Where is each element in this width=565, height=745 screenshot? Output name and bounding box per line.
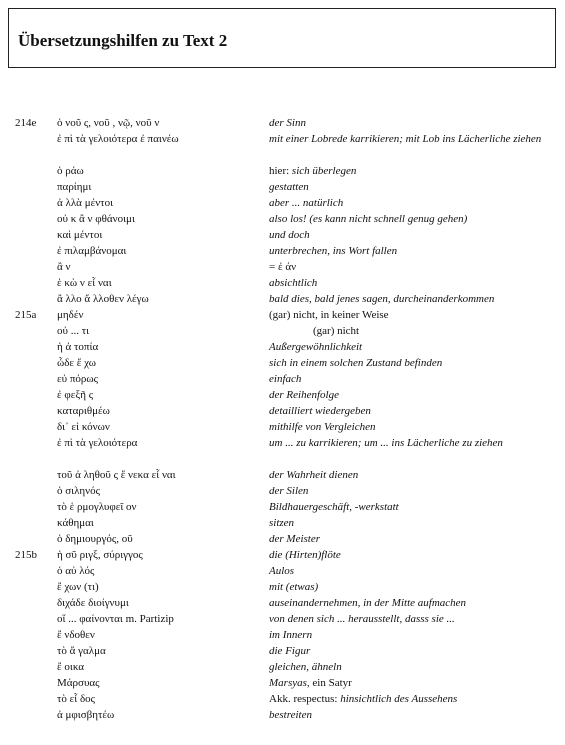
greek-term: ἂ ν (57, 261, 71, 273)
gloss-text: bald dies, bald jenes sagen, durcheinanderkommen (269, 293, 495, 305)
german-gloss (269, 707, 544, 723)
gloss-text: (gar) nicht (313, 325, 360, 337)
vocab-row (0, 403, 565, 419)
german-gloss (269, 307, 544, 323)
german-gloss (269, 627, 544, 643)
gloss-text: mit einer Lobrede karrikieren; mit Lob ins Lächerliche ziehen (269, 133, 542, 145)
german-gloss (269, 563, 544, 579)
gloss-text: der Sinn (269, 117, 306, 129)
vocab-row (0, 211, 565, 227)
vocab-row (0, 115, 565, 131)
german-gloss (269, 227, 544, 243)
section-reference: 214e (15, 117, 37, 129)
greek-term: Μάρσυας (57, 677, 100, 689)
vocab-row (0, 291, 565, 307)
vocab-row (0, 675, 565, 691)
german-gloss (269, 531, 544, 547)
vocab-row (0, 195, 565, 211)
german-gloss (269, 387, 544, 403)
gloss-text: absichtlich (269, 277, 318, 289)
german-gloss (269, 515, 544, 531)
german-gloss (269, 339, 544, 355)
greek-term: ἄ λλο ἄ λλοθεν λέγω (57, 293, 149, 305)
greek-term: εὐ πόρως (57, 373, 98, 385)
gloss-text: und doch (269, 229, 310, 241)
german-gloss (269, 259, 544, 275)
greek-term: διχάδε διοίγνυμι (57, 597, 129, 609)
gloss-text: der Wahrheit dienen (269, 469, 359, 481)
german-gloss (269, 291, 544, 307)
greek-term: ἐ φεξῆ ς (57, 389, 94, 401)
greek-term: δι᾽ εἰ κόνων (57, 421, 110, 433)
vocabulary-list (0, 115, 565, 723)
greek-term: μηδέν (57, 309, 84, 321)
vocab-row (0, 595, 565, 611)
german-gloss (269, 659, 544, 675)
greek-term: καταριθμέω (57, 405, 110, 417)
vocab-row (0, 323, 565, 339)
greek-term: ἀ λλὰ μέντοι (57, 197, 114, 209)
gloss-text: detailliert wiedergeben (269, 405, 371, 417)
german-gloss (269, 195, 544, 211)
greek-term: ἔ νδοθεν (57, 629, 95, 641)
gloss-text: im Innern (269, 629, 313, 641)
vocab-row (0, 339, 565, 355)
german-gloss (269, 611, 544, 627)
gloss-text: die (Hirten)flöte (269, 549, 341, 561)
vocab-row (0, 419, 565, 435)
gloss-tail: ein Satyr (309, 677, 352, 689)
greek-term: οἵ ... φαίνονται m. Partizip (57, 613, 174, 625)
gloss-text: also los! (es kann nicht schnell genug gehen) (269, 213, 468, 225)
vocab-row (0, 179, 565, 195)
german-gloss (269, 435, 544, 451)
vocab-row (0, 547, 565, 563)
vocab-row (0, 579, 565, 595)
vocab-row (0, 227, 565, 243)
vocab-row (0, 467, 565, 483)
german-gloss (269, 691, 544, 707)
vocab-row (0, 355, 565, 371)
vocab-row (0, 611, 565, 627)
vocab-row (0, 163, 565, 179)
vocab-row (0, 659, 565, 675)
gloss-text: der Meister (269, 533, 321, 545)
german-gloss (269, 211, 544, 227)
greek-term: κάθημαι (57, 517, 94, 529)
gloss-text: sich überlegen (289, 165, 357, 177)
vocab-row (0, 627, 565, 643)
german-gloss (269, 675, 544, 691)
gloss-text: mithilfe von Vergleichen (269, 421, 376, 433)
greek-term: τὸ ἄ γαλμα (57, 645, 106, 657)
gloss-text: bestreiten (269, 709, 312, 721)
gloss-text: der Reihenfolge (269, 389, 339, 401)
gloss-text: einfach (269, 373, 302, 385)
german-gloss (269, 115, 544, 131)
german-gloss (269, 547, 544, 563)
greek-term: ἡ σῦ ριγξ, σύριγγος (57, 549, 143, 561)
gloss-text: auseinandernehmen, in der Mitte aufmachen (269, 597, 467, 609)
german-gloss (269, 355, 544, 371)
gloss-text: sich in einem solchen Zustand befinden (269, 357, 443, 369)
vocab-row (0, 691, 565, 707)
vocab-row (0, 499, 565, 515)
greek-term: ὧδε ἔ χω (57, 357, 97, 369)
gloss-text: Marsyas, (269, 677, 310, 689)
german-gloss (269, 499, 544, 515)
german-gloss (269, 595, 544, 611)
greek-term: ὁ σιληνός (57, 485, 100, 497)
gloss-text: sitzen (269, 517, 295, 529)
gloss-text: die Figur (269, 645, 311, 657)
gloss-text: von denen sich ... herausstellt, dasss sie ... (269, 613, 455, 625)
greek-term: ἔ οικα (57, 661, 85, 673)
vocab-row (0, 435, 565, 467)
greek-term: οὐ κ ἂ ν φθάνοιμι (57, 213, 135, 225)
german-gloss (269, 179, 544, 195)
gloss-text: (gar) nicht, in keiner Weise (269, 309, 389, 321)
greek-term: τὸ εἶ δος (57, 693, 96, 705)
vocab-row (0, 515, 565, 531)
german-gloss (269, 243, 544, 259)
vocab-row (0, 307, 565, 323)
vocab-row (0, 371, 565, 387)
greek-term: ἐ πὶ τὰ γελοιότερα (57, 437, 138, 449)
greek-term: ἐ πιλαμβάνομαι (57, 245, 127, 257)
greek-term: καὶ μέντοι (57, 229, 103, 241)
greek-term: ἔ χων (τι) (57, 581, 99, 593)
german-gloss (269, 163, 544, 179)
greek-term: ὁ νοῦ ς, νοῦ , νῷ, νοῦ ν (57, 117, 160, 129)
vocab-row (0, 483, 565, 499)
greek-term: τοῦ ἀ ληθοῦ ς ἕ νεκα εἶ ναι (57, 469, 176, 481)
vocab-row (0, 275, 565, 291)
german-gloss (269, 419, 544, 435)
section-reference: 215b (15, 549, 37, 561)
greek-term: ἑ κὼ ν εἶ ναι (57, 277, 112, 289)
vocab-row (0, 259, 565, 275)
gloss-text: der Silen (269, 485, 309, 497)
german-gloss (269, 131, 544, 147)
gloss-text: um ... zu karrikieren; um ... ins Lächerliche zu ziehen (269, 437, 503, 449)
page-title: Übersetzungshilfen zu Text 2 (18, 31, 228, 50)
greek-term: ὁ ράω (57, 165, 84, 177)
german-gloss (269, 323, 544, 339)
german-gloss (269, 643, 544, 659)
greek-term: ἡ ἀ τοπία (57, 341, 99, 353)
gloss-prefix: Akk. respectus: (269, 693, 338, 705)
german-gloss (269, 275, 544, 291)
vocab-row (0, 563, 565, 579)
german-gloss (269, 467, 544, 483)
greek-term: ἀ μφισβητέω (57, 709, 115, 721)
gloss-text: Aulos (269, 565, 295, 577)
gloss-text: aber ... natürlich (269, 197, 344, 209)
german-gloss (269, 403, 544, 419)
title-box (8, 8, 556, 68)
vocab-row (0, 387, 565, 403)
gloss-text: Außergewöhnlichkeit (269, 341, 363, 353)
gloss-text: gestatten (269, 181, 309, 193)
vocab-row (0, 131, 565, 163)
vocab-row (0, 643, 565, 659)
german-gloss (269, 371, 544, 387)
vocab-row (0, 243, 565, 259)
gloss-prefix: hier: (269, 165, 290, 177)
gloss-text: Bildhauergeschäft, -werkstatt (269, 501, 399, 513)
section-reference: 215a (15, 309, 37, 321)
greek-term: ὁ αὐ λός (57, 565, 95, 577)
greek-term: οὐ ... τι (57, 325, 90, 337)
greek-term: ὁ δημιουργός, οῦ (57, 533, 133, 545)
vocab-row (0, 707, 565, 723)
greek-term: παρίημι (57, 181, 92, 193)
gloss-text: mit (etwas) (269, 581, 319, 593)
german-gloss (269, 579, 544, 595)
gloss-text: = ἐ άν (269, 261, 297, 273)
greek-term: ἐ πὶ τὰ γελοιότερα ἐ παινέω (57, 133, 179, 145)
vocab-row (0, 531, 565, 547)
gloss-text: hinsichtlich des Aussehens (337, 693, 458, 705)
german-gloss (269, 483, 544, 499)
greek-term: τὸ ἑ ρμογλυφεῖ ον (57, 501, 137, 513)
gloss-text: gleichen, ähneln (269, 661, 342, 673)
gloss-text: unterbrechen, ins Wort fallen (269, 245, 398, 257)
